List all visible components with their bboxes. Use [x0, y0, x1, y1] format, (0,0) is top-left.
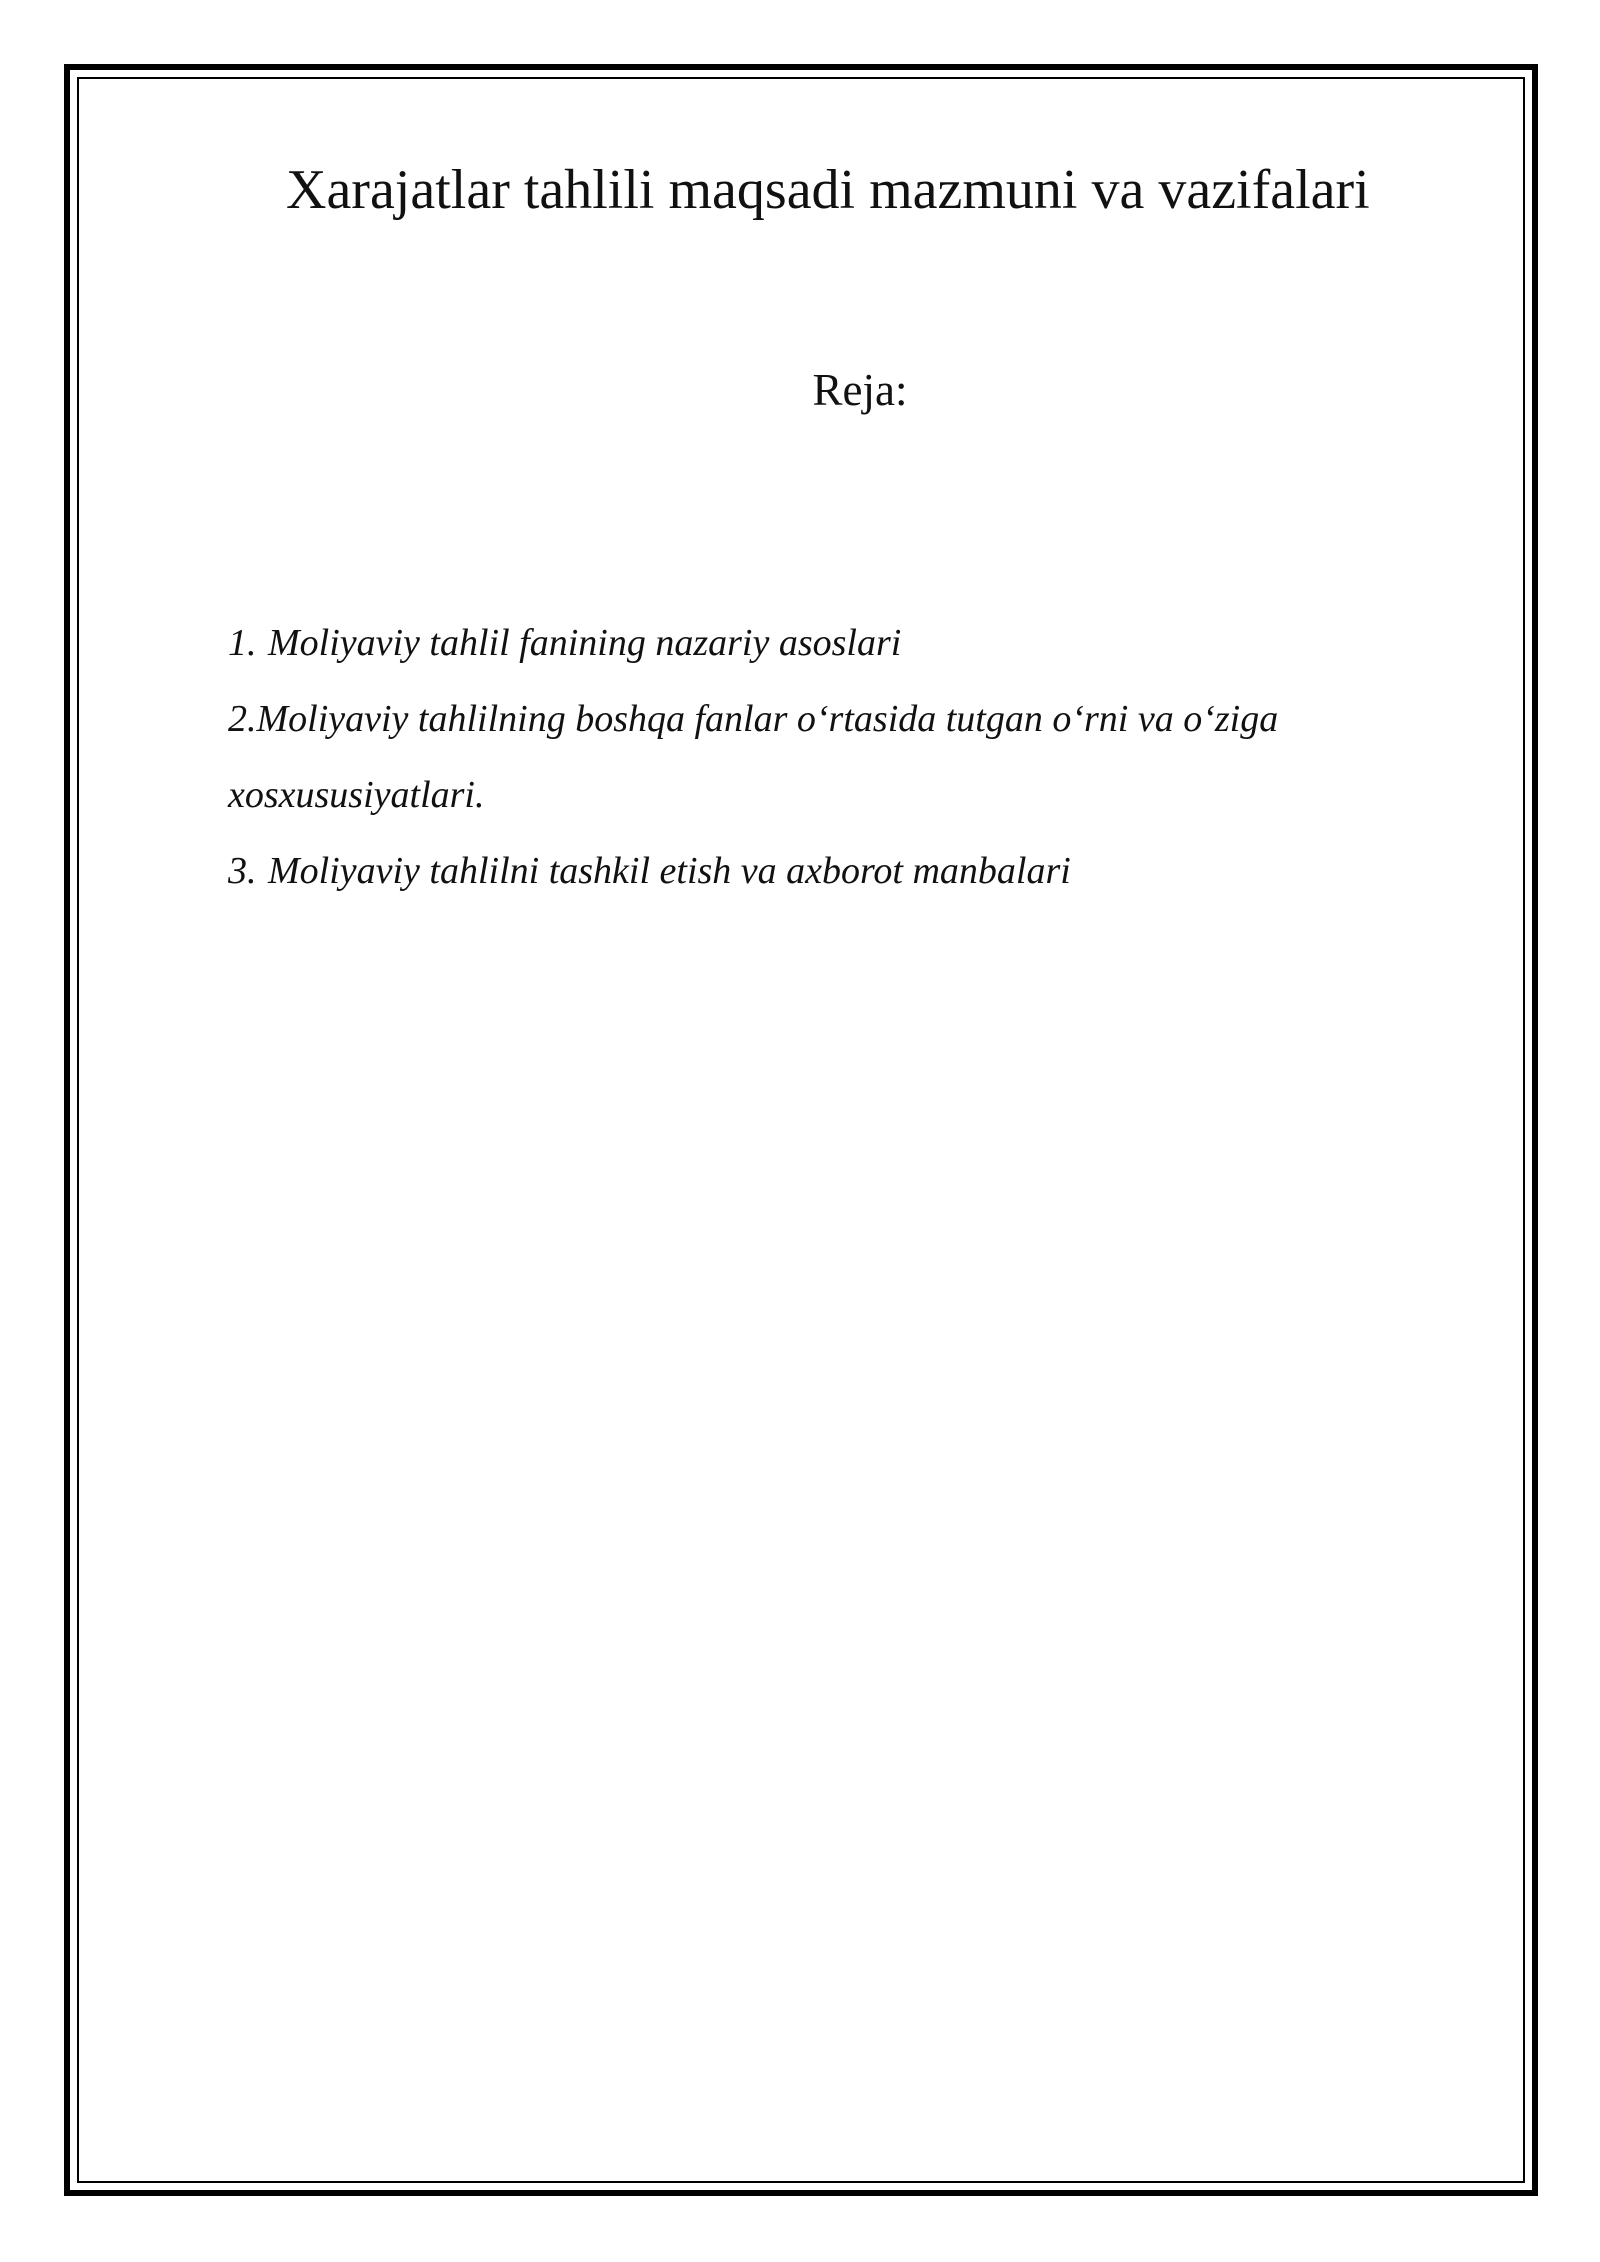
plan-item-text: Moliyaviy tahlil fanining nazariy asoslari: [268, 622, 902, 664]
plan-heading: Reja:: [812, 365, 908, 415]
plan-item-text: Moliyaviy tahlilni tashkil etish va axborot manbalari: [268, 850, 1071, 892]
plan-item-3: [228, 833, 1468, 909]
plan-item-number: 2.: [228, 698, 257, 740]
plan-item-2: [228, 681, 1468, 833]
plan-item-text: Moliyaviy tahlilning boshqa fanlar o‘rtasida tutgan o‘rni va o‘ziga xosxususiyatlari.: [228, 698, 1279, 816]
document-title: Xarajatlar tahlili maqsadi mazmuni va vazifalari: [286, 159, 1370, 221]
plan-list: [228, 605, 1468, 909]
plan-item-number: 1.: [228, 622, 257, 664]
plan-item-number: 3.: [228, 850, 257, 892]
plan-item-1: [228, 605, 1468, 681]
